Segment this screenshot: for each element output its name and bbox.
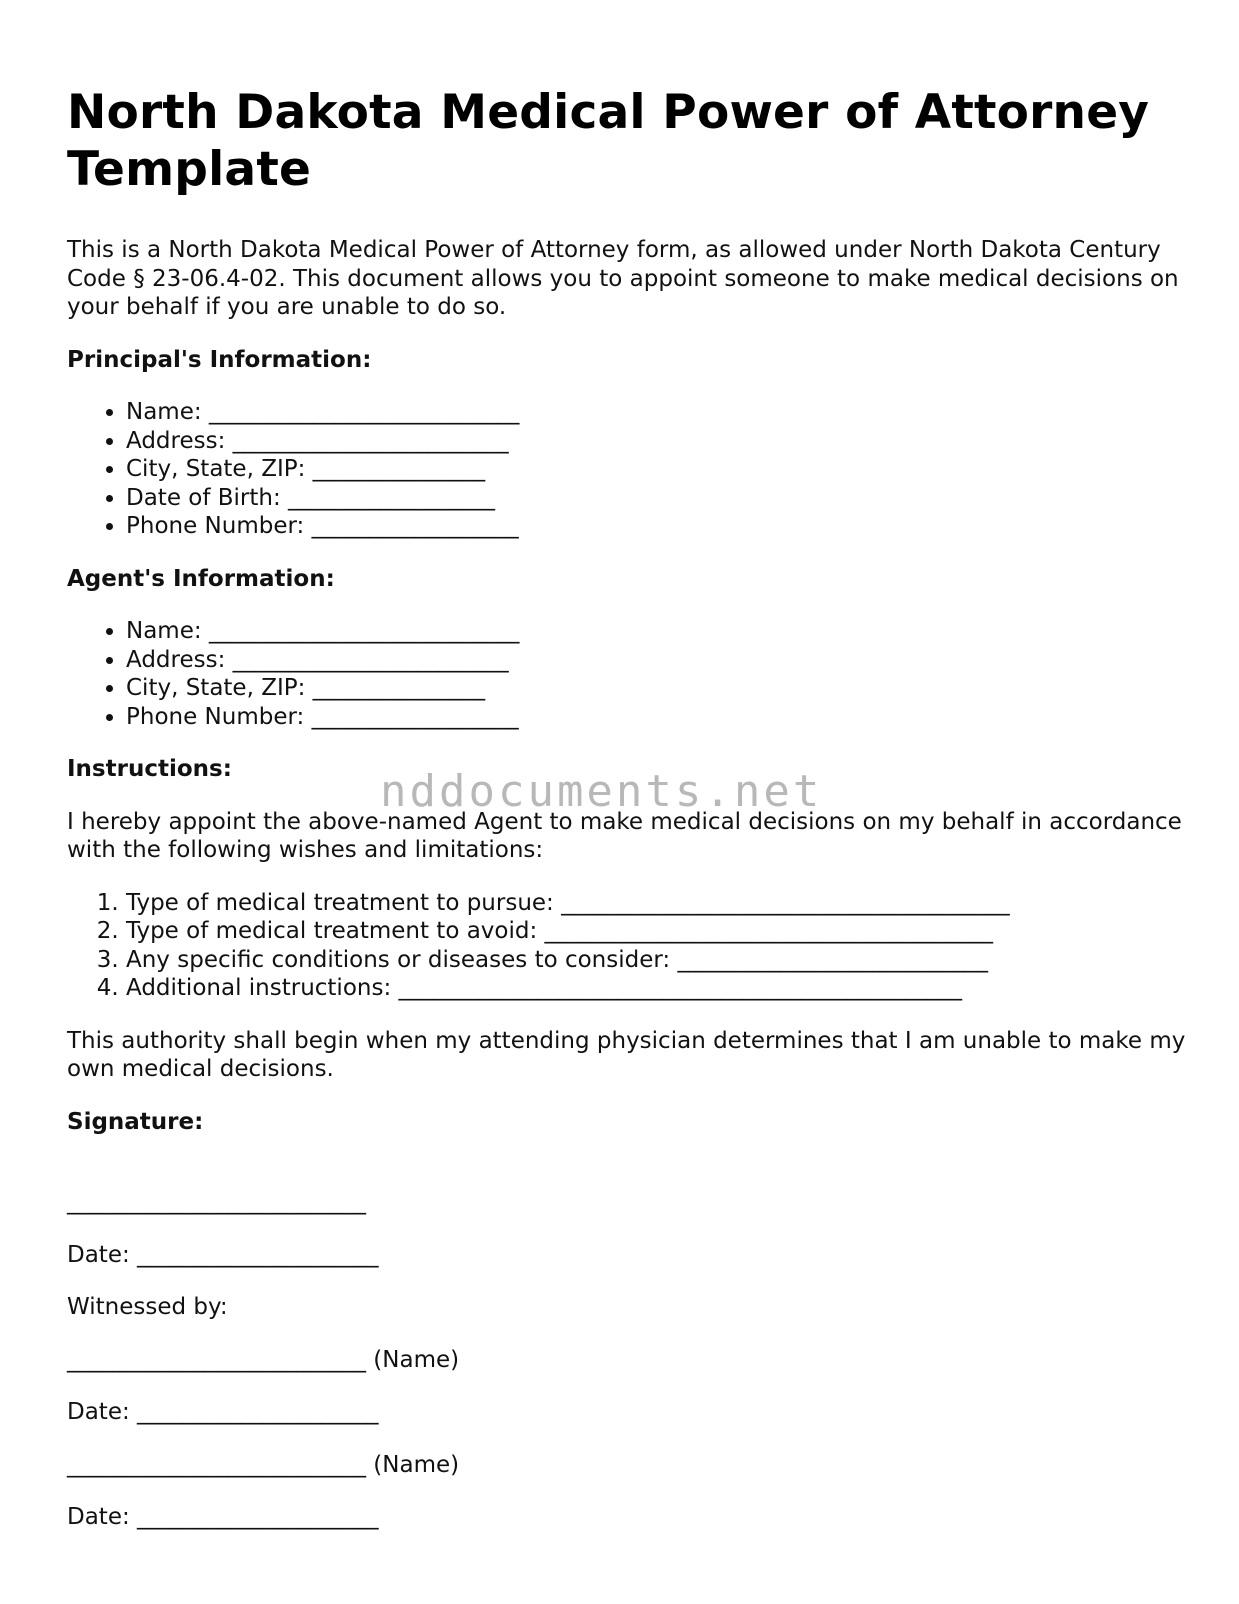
witness1-date-line: Date: _____________________: [67, 1399, 379, 1425]
instruction-conditions: 3. Any specific conditions or diseases to consider: ___________________________: [126, 946, 1187, 975]
agent-phone-field: • Phone Number: __________________: [126, 703, 1187, 732]
witness1-name-line: __________________________ (Name): [67, 1346, 460, 1373]
witness2-date-line: Date: _____________________: [67, 1504, 379, 1530]
instruction-pursue: 1. Type of medical treatment to pursue: _______________________________________: [126, 889, 1187, 918]
principal-heading: Principal's Information:: [67, 346, 372, 373]
agent-address-field: • Address: ________________________: [126, 646, 1187, 675]
principal-list: [67, 398, 1187, 541]
agent-name-field: • Name: ___________________________: [126, 617, 1187, 646]
principal-phone-field: • Phone Number: __________________: [126, 512, 1187, 541]
signature-date: Date: _____________________: [67, 1241, 379, 1268]
instruction-additional: 4. Additional instructions: _________________________________________________: [126, 974, 1187, 1003]
signature-heading: Signature:: [67, 1108, 204, 1135]
document-title: North Dakota Medical Power of Attorney Template: [67, 85, 1150, 197]
intro-paragraph: This is a North Dakota Medical Power of Attorney form, as allowed under North Dakota Century Code § 23-06.4-02. This document allows you to appoint someone to make medical decisions on your behalf if you are unable to do so.: [67, 237, 1179, 320]
agent-list: [67, 617, 1187, 731]
instructions-heading: Instructions:: [67, 756, 232, 782]
witness2-name-line: __________________________ (Name): [67, 1451, 460, 1478]
principal-dob-field: • Date of Birth: __________________: [126, 484, 1187, 513]
principal-name-field: • Name: ___________________________: [126, 398, 1187, 427]
principal-city-field: • City, State, ZIP: _______________: [126, 455, 1187, 484]
signature-line: __________________________: [67, 1189, 366, 1215]
watermark-text: nddocuments.net: [380, 766, 823, 817]
agent-heading: Agent's Information:: [67, 565, 335, 592]
instructions-list: [67, 889, 1187, 1003]
instructions-lead: I hereby appoint the above-named Agent to make medical decisions on my behalf in accordance with the following wishes and limitations:: [67, 808, 1182, 863]
authority-paragraph: This authority shall begin when my attending physician determines that I am unable to make my own medical decisions.: [67, 1027, 1186, 1082]
witnessed-by-label: Witnessed by:: [67, 1294, 228, 1320]
agent-city-field: • City, State, ZIP: _______________: [126, 674, 1187, 703]
instruction-avoid: 2. Type of medical treatment to avoid: _______________________________________: [126, 917, 1187, 946]
principal-address-field: • Address: ________________________: [126, 427, 1187, 456]
